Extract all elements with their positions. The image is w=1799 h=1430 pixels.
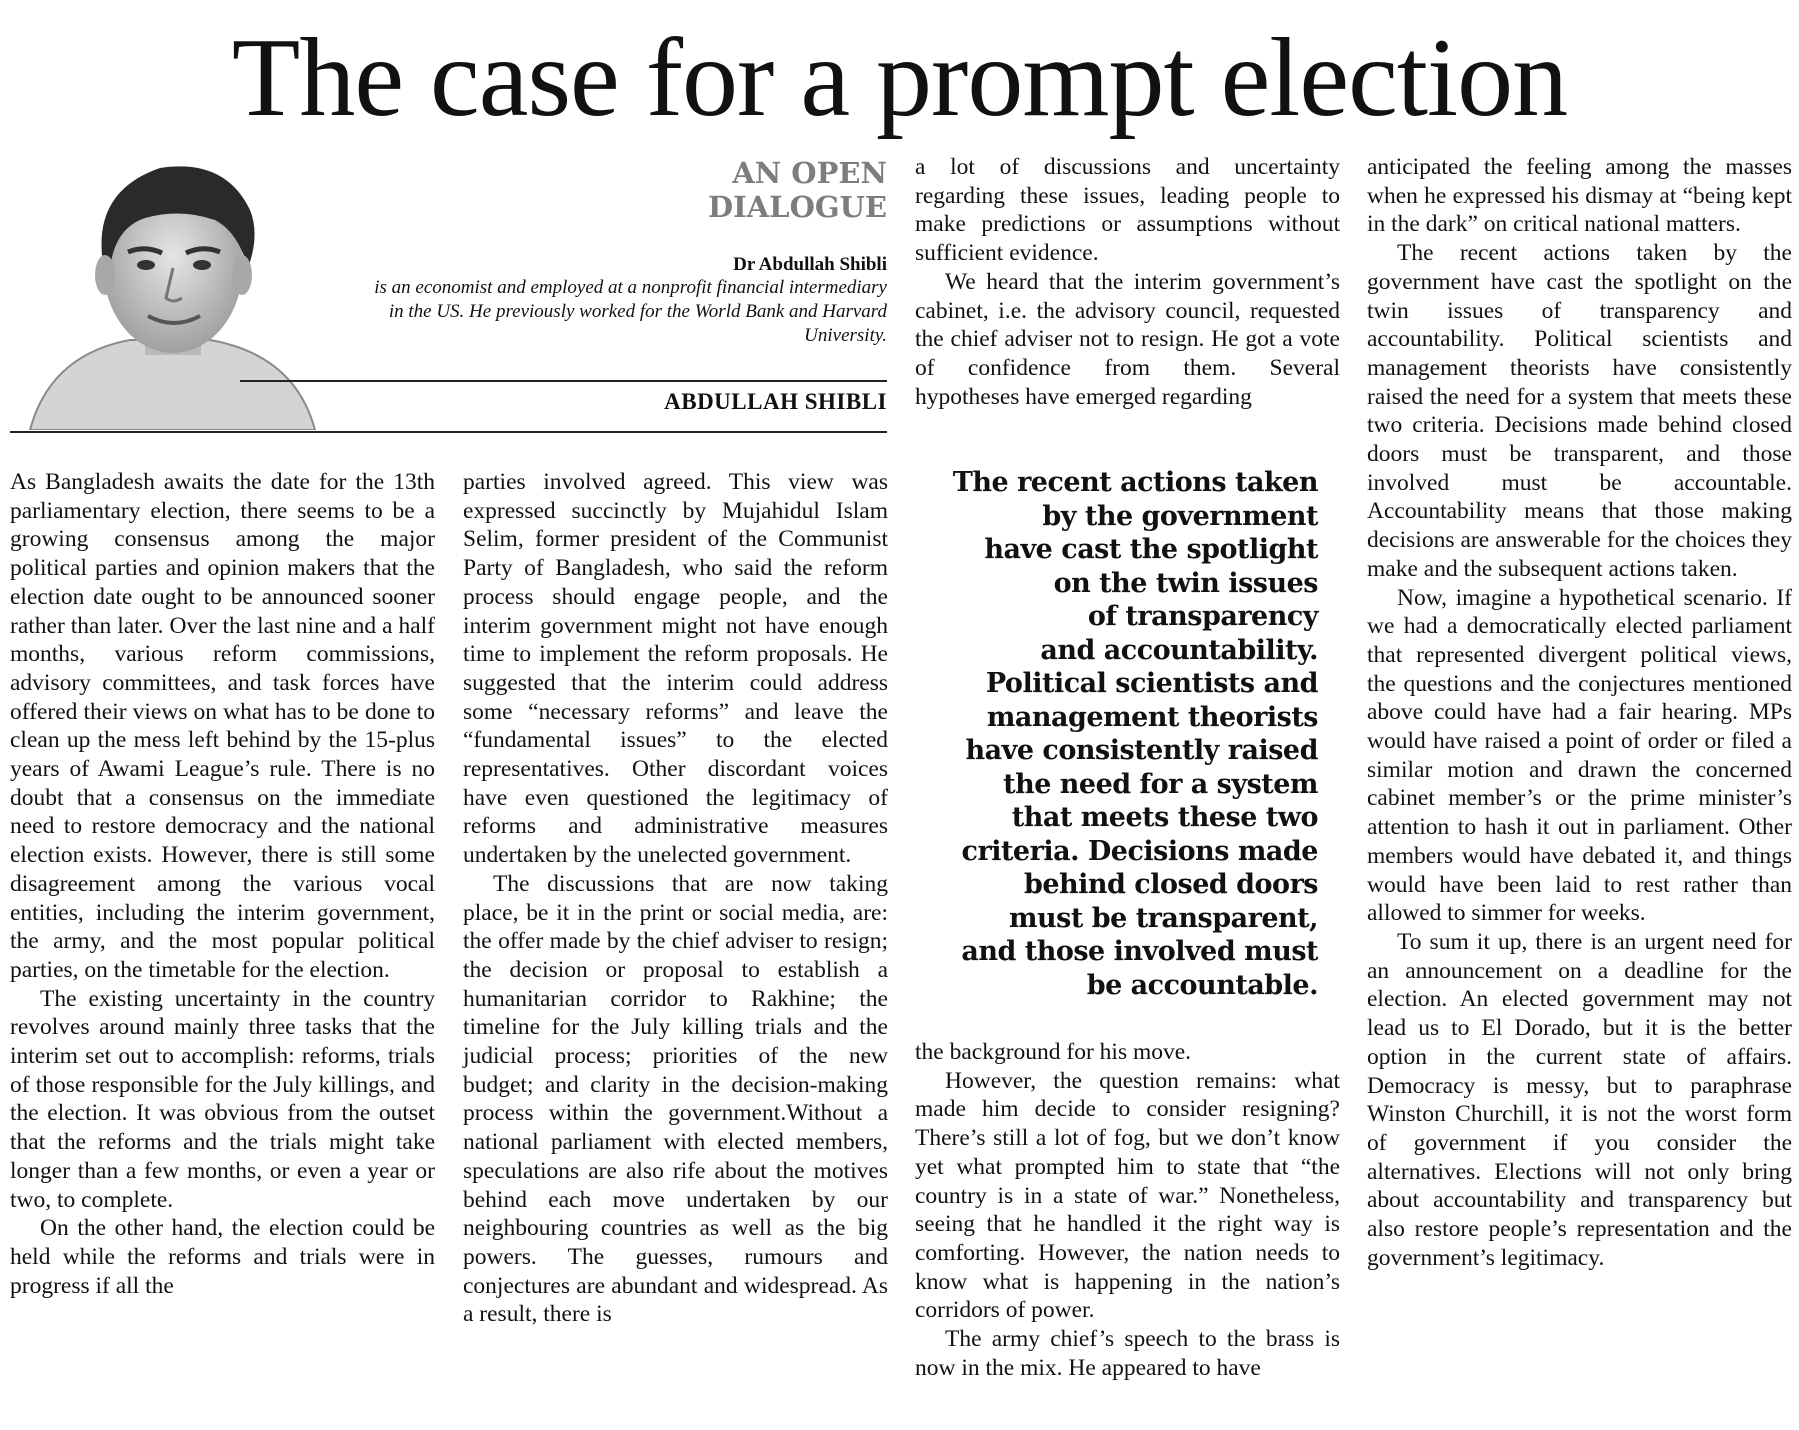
paragraph: The discussions that are now taking place, be it in the print or social media, are: the offer made by the chief adviser to resign; the decision or proposal to establish a humanitarian corridor to Rakhine; the timeline for the July killing trials and the judicial process; priorities of the new budget; and clarity in the decision-making process within the government.Without a national parliament with elected members, speculations are also rife about the motives behind each move undertaken by our neighbouring countries as well as the big powers. The guesses, rumours and conjectures are abundant and widespread. As a result, there is [463,870,888,1328]
article-column-1 [10,468,435,1300]
pull-quote [930,466,1318,1002]
paragraph: the background for his move. [915,1039,1192,1065]
author-name: Dr Abdullah Shibli [733,254,887,275]
byline-rule [240,380,887,382]
pull-quote-line: must be transparent, [1008,902,1318,934]
paragraph: parties involved agreed. This view was expressed succinctly by Mujahidul Islam Selim, former president of the Communist Party of Bangladesh, who said the reform process should engage people, and the interim government might not have enough time to implement the reform proposals. He suggested that the interim could address some “necessary reforms” and leave the “fundamental issues” to the elected representatives. Other discordant voices have even questioned the legitimacy of reforms and administrative measures undertaken by the unelected government. [463,469,888,869]
paragraph: The army chief’s speech to the brass is now in the mix. He appeared to have [915,1326,1340,1381]
paragraph: a lot of discussions and uncertainty regarding these issues, leading people to make predictions or assumptions without sufficient evidence. [915,154,1340,267]
paragraph: To sum it up, there is an urgent need for an announcement on a deadline for the election. An elected government may not lead us to El Dorado, but it is the better option in the current state of affairs. Democracy is messy, but to paraphrase Winston Churchill, it is not the worst form of government if you consider the alternatives. Elections will not only bring about accountability and transparency but also restore people’s representation and the government’s legitimacy. [1367,928,1792,1271]
paragraph: As Bangladesh awaits the date for the 13th parliamentary election, there seems to be a growing consensus among the major political parties and opinion makers that the election date ought to be announced sooner rather than later. Over the last nine and a half months, various reform commissions, advisory committees, and task forces have offered their views on what has to be done to clean up the mess left behind by the 15-plus years of Awami League’s rule. There is no doubt that a consensus on the immediate need to restore democracy and the national election exists. However, there is still some disagreement among the various vocal entities, including the interim government, the army, and the most popular political parties, on the timetable for the election. [10,469,435,983]
paragraph: However, the question remains: what made him decide to consider resigning? There’s still a lot of fog, but we don’t know yet what prompted him to state that “the country is in a state of war.” Nonetheless, seeing that he handled it the right way is comforting. However, the nation needs to know what is happening in the nation’s corridors of power. [915,1067,1340,1324]
pull-quote-line: on the twin issues [1053,567,1318,599]
headline: The case for a prompt election [231,16,1568,140]
pull-quote-line: The recent actions taken [952,467,1318,498]
pull-quote-line: have consistently raised [965,735,1318,766]
author-portrait-icon [10,150,330,430]
author-bio: is an economist and employed at a nonprofit financial intermediary in the US. He previously worked for the World Bank and Harvard University. [374,277,887,346]
pull-quote-line: the need for a system [1003,768,1318,800]
pull-quote-line: that meets these two [1011,802,1318,833]
paragraph: The recent actions taken by the government have cast the spotlight on the twin issues of transparency and accountability. Political scientists and management theorists have consistently raised the need for a system that meets these two criteria. Decisions made behind closed doors must be transparent, and those involved must be accountable. Accountability means that those making decisions are answerable for the choices they make and the subsequent actions taken. [1367,240,1792,582]
column-kicker: AN OPEN DIALOGUE [707,156,887,224]
article-column-3-bottom [915,1038,1340,1382]
paragraph: We heard that the interim government’s cabinet, i.e. the advisory council, requested the chief adviser not to resign. He got a vote of confidence from them. Several hypotheses have emerged regarding [915,268,1340,410]
paragraph: anticipated the feeling among the masses when he expressed his dismay at “being kept in the dark” on critical national matters. [1367,154,1792,238]
paragraph: On the other hand, the election could be held while the reforms and trials were in progress if all the [10,1215,435,1299]
pull-quote-line: by the government [1042,500,1318,532]
pull-quote-line: have cast the spotlight [984,534,1318,565]
byline: ABDULLAH SHIBLI [664,389,887,414]
pull-quote-line: behind closed doors [1023,869,1318,900]
pull-quote-line: be accountable. [1086,969,1318,1001]
pull-quote-line: criteria. Decisions made [961,835,1318,867]
pull-quote-line: Political scientists and [985,668,1318,699]
paragraph: Now, imagine a hypothetical scenario. If we had a democratically elected parliament that represented divergent political views, the questions and the conjectures mentioned above could have had a fair hearing. MPs would have raised a point of order or filed a similar motion and drawn the concerned cabinet member’s or the prime minister’s attention to hash it out in parliament. Other members would have debated it, and things would have been laid to rest rather than allowed to simmer for weeks. [1367,584,1792,927]
article-column-3-top [915,153,1340,411]
article-column-4 [1367,153,1792,1272]
pull-quote-line: and accountability. [1040,634,1318,666]
paragraph: The existing uncertainty in the country revolves around mainly three tasks that the interim set out to accomplish: reforms, trials of those responsible for the July killings, and the election. It was obvious from the outset that the reforms and the trials might take longer than a few months, or even a year or two, to complete. [10,985,435,1213]
article-column-2 [463,468,888,1329]
pull-quote-line: of transparency [1087,601,1318,632]
pull-quote-line: management theorists [986,701,1318,733]
pull-quote-line: and those involved must [961,936,1318,967]
section-divider [10,431,887,433]
